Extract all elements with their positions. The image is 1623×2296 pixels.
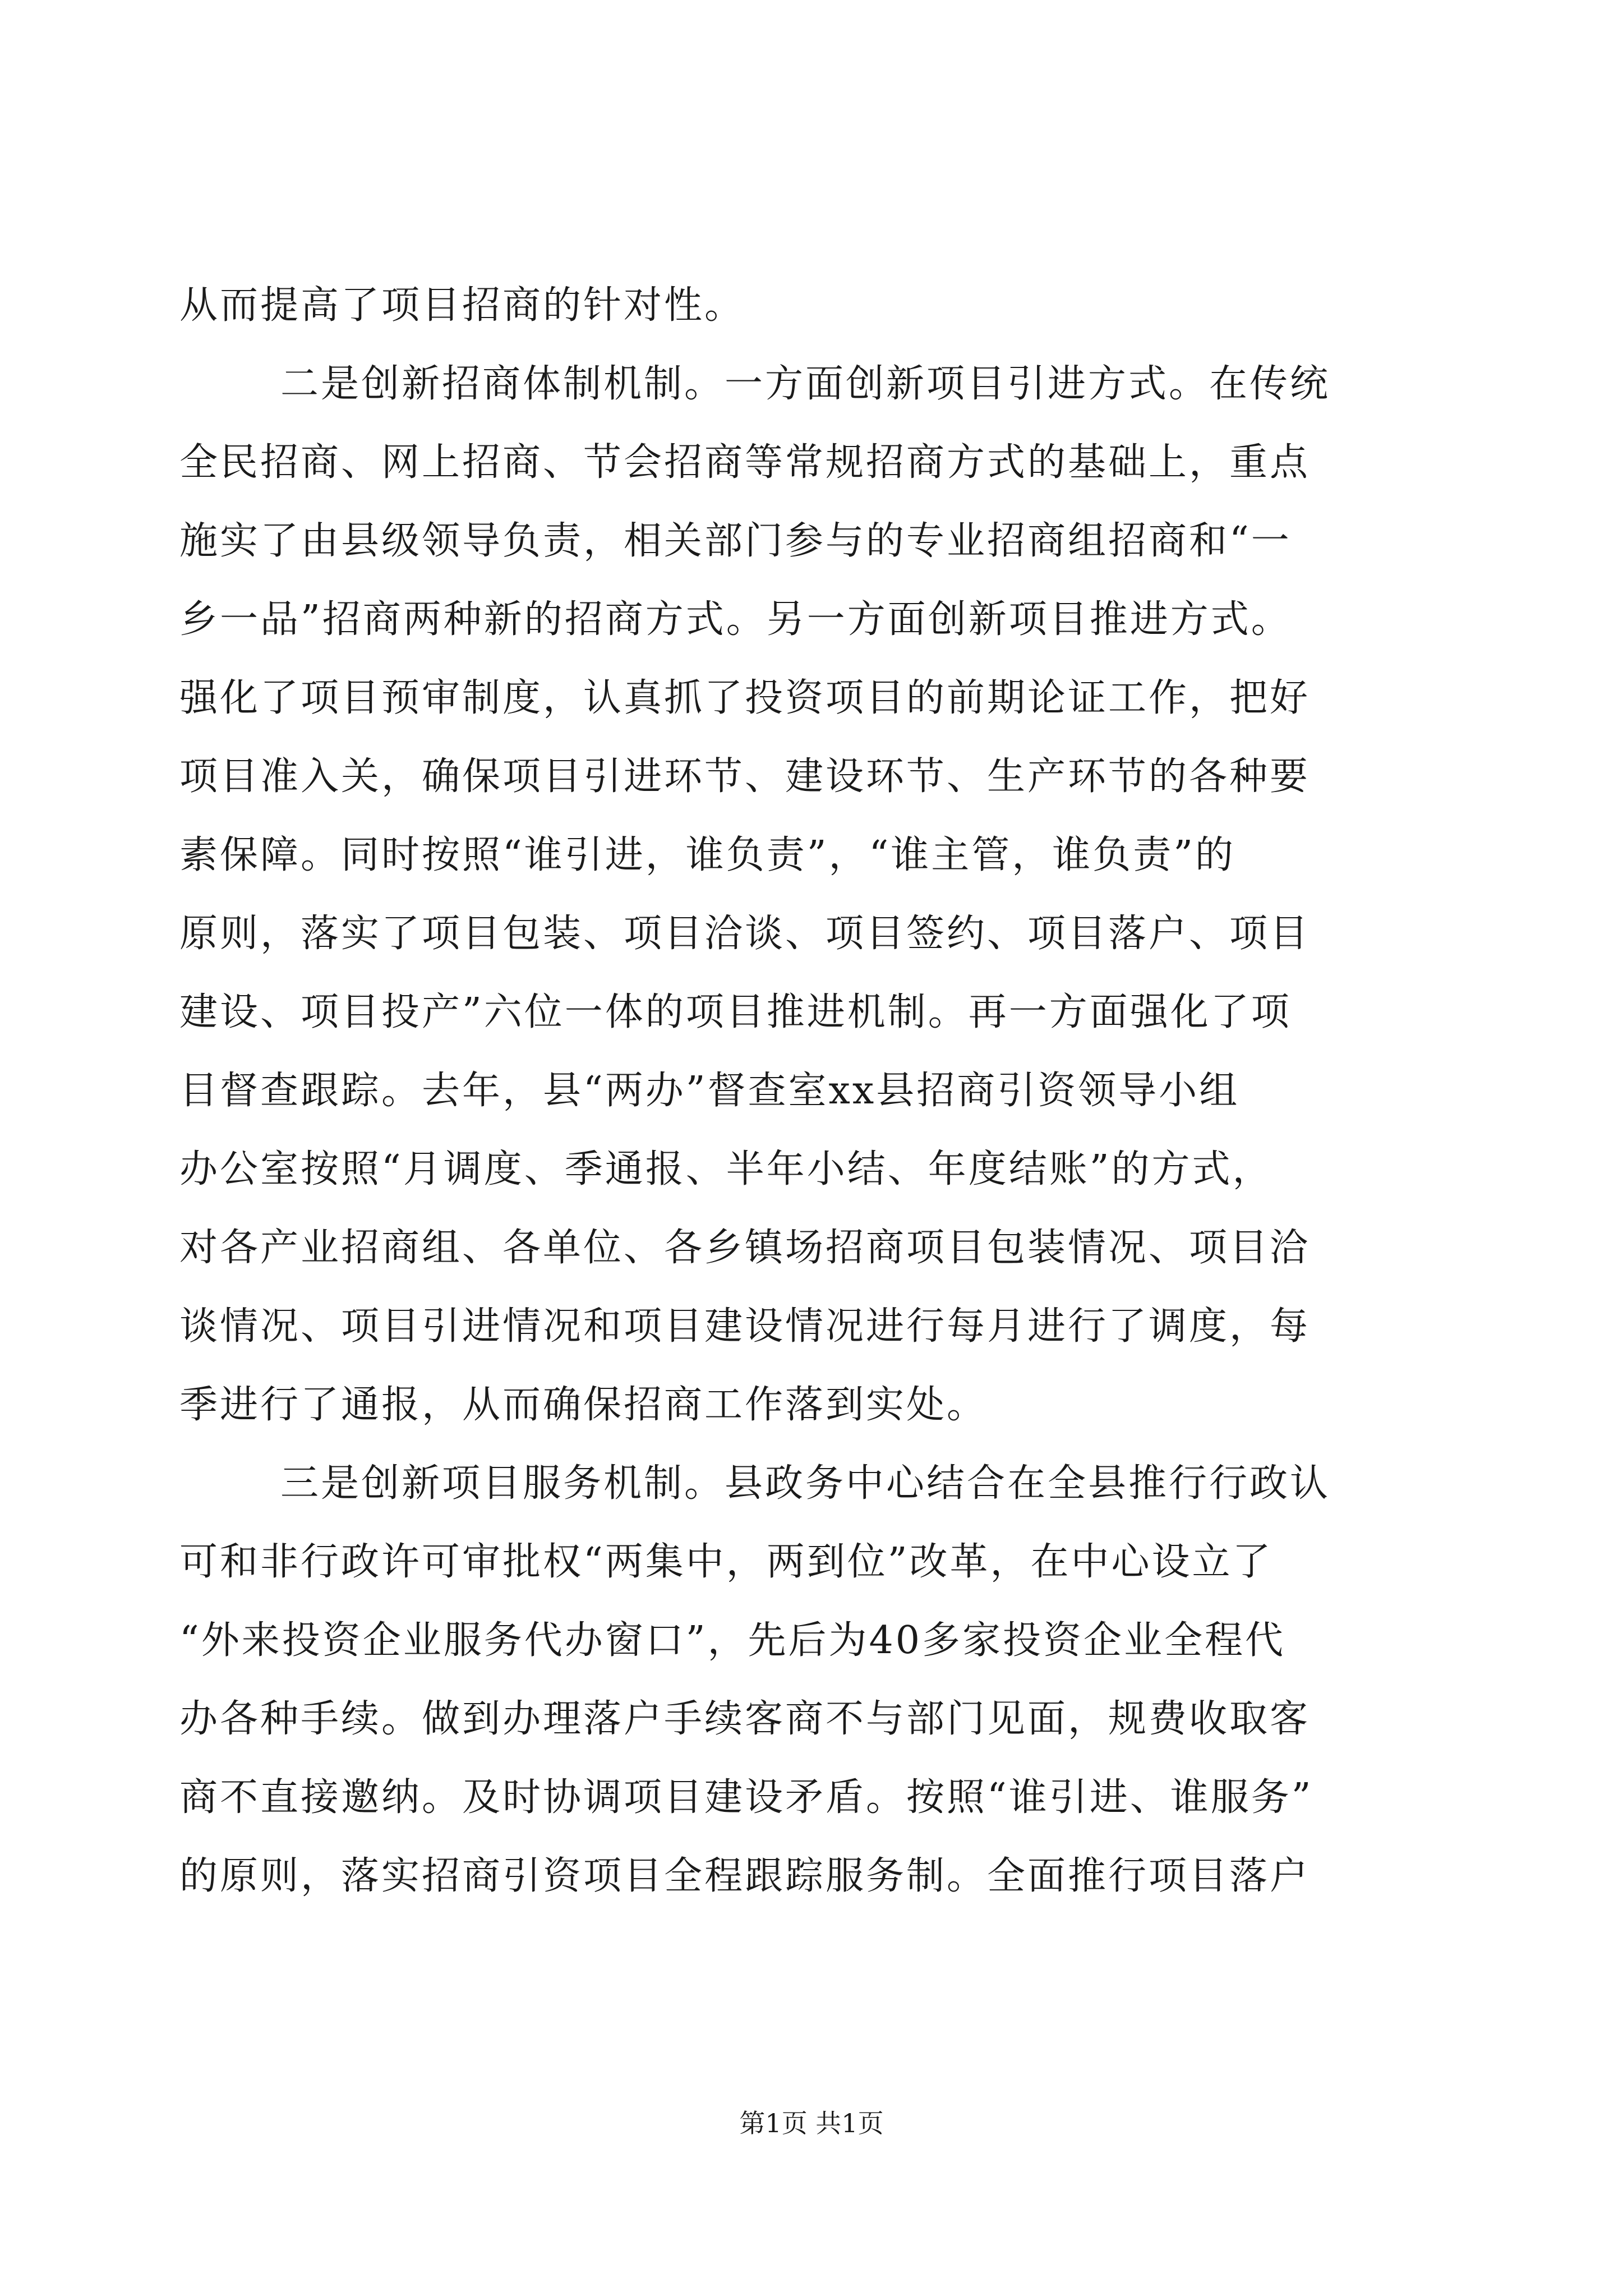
body-line: 全民招商、网上招商、节会招商等常规招商方式的基础上，重点 [179, 440, 1311, 485]
body-line: 强化了项目预审制度，认真抓了投资项目的前期论证工作，把好 [179, 676, 1311, 720]
body-line: 项目准入关，确保项目引进环节、建设环节、生产环节的各种要 [179, 754, 1311, 799]
page-number-footer: 第1页 共1页 [739, 2108, 884, 2138]
body-line: 可和非行政许可审批权“两集中，两到位”改革，在中心设立了 [179, 1540, 1273, 1584]
body-line: 施实了由县级领导负责，相关部门参与的专业招商组招商和“一 [179, 519, 1292, 563]
body-line: 办公室按照“月调度、季通报、半年小结、年度结账”的方式， [179, 1147, 1273, 1191]
body-line: 季进行了通报，从而确保招商工作落到实处。 [179, 1383, 988, 1427]
body-line: 建设、项目投产”六位一体的项目推进机制。再一方面强化了项 [179, 990, 1292, 1034]
body-line: 目督查跟踪。去年，县“两办”督查室xx县招商引资领导小组 [179, 1069, 1240, 1113]
body-line: 商不直接邀纳。及时协调项目建设矛盾。按照“谁引进、谁服务” [179, 1775, 1313, 1820]
paragraph-start-line: 三是创新项目服务机制。县政务中心结合在全县推行行政认 [280, 1461, 1331, 1506]
body-line: 素保障。同时按照“谁引进，谁负责”，“谁主管，谁负责”的 [179, 833, 1236, 877]
body-line: 的原则，落实招商引资项目全程跟踪服务制。全面推行项目落户 [179, 1854, 1311, 1898]
body-line: 办各种手续。做到办理落户手续客商不与部门见面，规费收取客 [179, 1697, 1311, 1741]
body-line: 乡一品”招商两种新的招商方式。另一方面创新项目推进方式。 [179, 597, 1292, 642]
body-line: 对各产业招商组、各单位、各乡镇场招商项目包装情况、项目洽 [179, 1226, 1311, 1270]
body-line: “外来投资企业服务代办窗口”，先后为40多家投资企业全程代 [179, 1618, 1286, 1663]
body-line: 从而提高了项目招商的针对性。 [179, 283, 745, 328]
paragraph-start-line: 二是创新招商体制机制。一方面创新项目引进方式。在传统 [280, 362, 1331, 406]
body-line: 谈情况、项目引进情况和项目建设情况进行每月进行了调度，每 [179, 1304, 1311, 1349]
body-line: 原则，落实了项目包装、项目洽谈、项目签约、项目落户、项目 [179, 912, 1311, 956]
